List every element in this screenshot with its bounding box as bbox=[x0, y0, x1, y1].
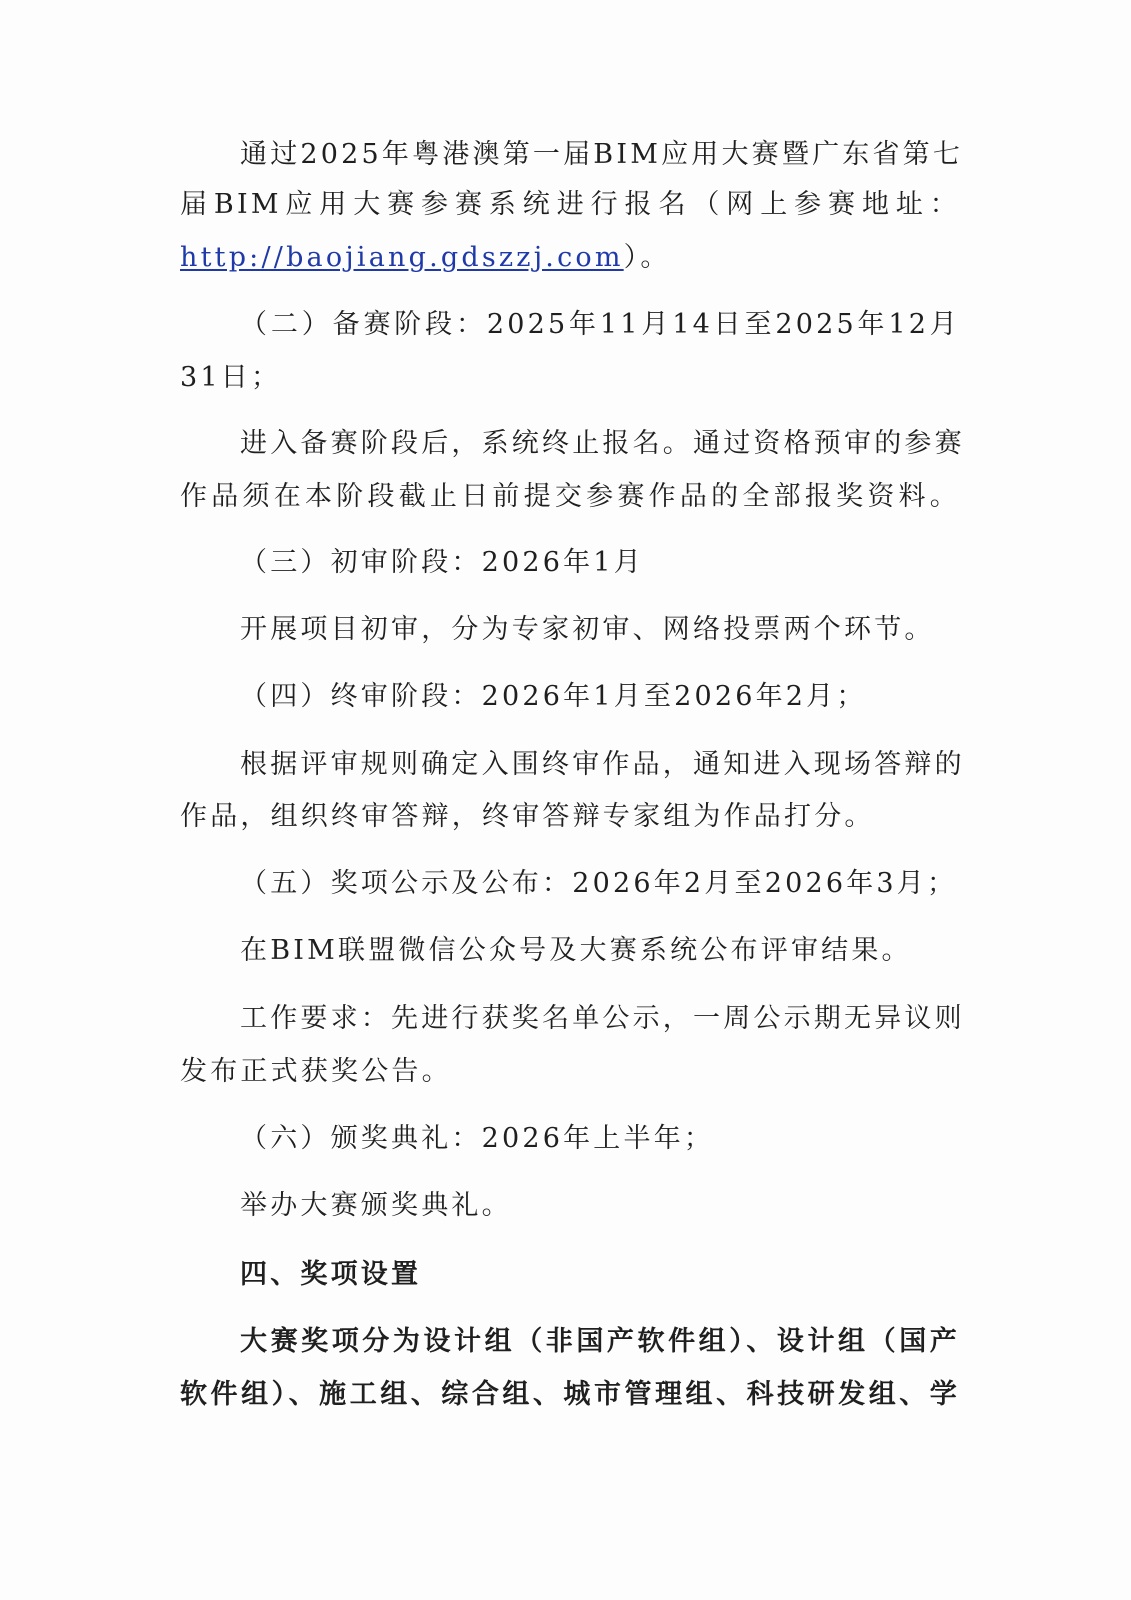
paragraph-line: 通过2025年粤港澳第一届BIM应用大赛暨广东省第七 bbox=[240, 139, 964, 170]
paragraph-line: 在BIM联盟微信公众号及大赛系统公布评审结果。 bbox=[240, 935, 912, 966]
paragraph-line: 工作要求：先进行获奖名单公示，一周公示期无异议则 bbox=[240, 1003, 965, 1034]
paragraph-line: 31日； bbox=[180, 362, 282, 393]
section-heading-3: （三）初审阶段：2026年1月 bbox=[240, 547, 644, 578]
paragraph-line: 举办大赛颁奖典礼。 bbox=[240, 1190, 512, 1221]
paragraph-line: 届BIM应用大赛参赛系统进行报名（网上参赛地址： bbox=[180, 189, 960, 220]
section-heading-6: （六）颁奖典礼：2026年上半年； bbox=[240, 1123, 715, 1154]
registration-link[interactable]: http://baojiang.gdszzj.com bbox=[180, 242, 624, 273]
paragraph-line: 大赛奖项分为设计组（非国产软件组）、设计组（国产 bbox=[240, 1326, 960, 1357]
chapter-heading: 四、奖项设置 bbox=[240, 1259, 422, 1290]
paragraph-line: 发布正式获奖公告。 bbox=[180, 1056, 452, 1087]
paragraph-line: 开展项目初审，分为专家初审、网络投票两个环节。 bbox=[240, 614, 935, 645]
section-heading-2: （二）备赛阶段：2025年11月14日至2025年12月 bbox=[240, 309, 960, 340]
paragraph-line: 根据评审规则确定入围终审作品，通知进入现场答辩的 bbox=[240, 749, 965, 780]
paragraph-line-with-link bbox=[180, 241, 960, 275]
section-heading-5: （五）奖项公示及公布：2026年2月至2026年3月； bbox=[240, 868, 958, 899]
paragraph-line: 软件组）、施工组、综合组、城市管理组、科技研发组、学 bbox=[180, 1379, 960, 1410]
paragraph-line: 作品，组织终审答辩，终审答辩专家组为作品打分。 bbox=[180, 801, 875, 832]
paragraph-text: ）。 bbox=[623, 242, 671, 273]
paragraph-line: 进入备赛阶段后，系统终止报名。通过资格预审的参赛 bbox=[240, 428, 965, 459]
section-heading-4: （四）终审阶段：2026年1月至2026年2月； bbox=[240, 681, 867, 712]
paragraph-line: 作品须在本阶段截止日前提交参赛作品的全部报奖资料。 bbox=[180, 481, 960, 512]
